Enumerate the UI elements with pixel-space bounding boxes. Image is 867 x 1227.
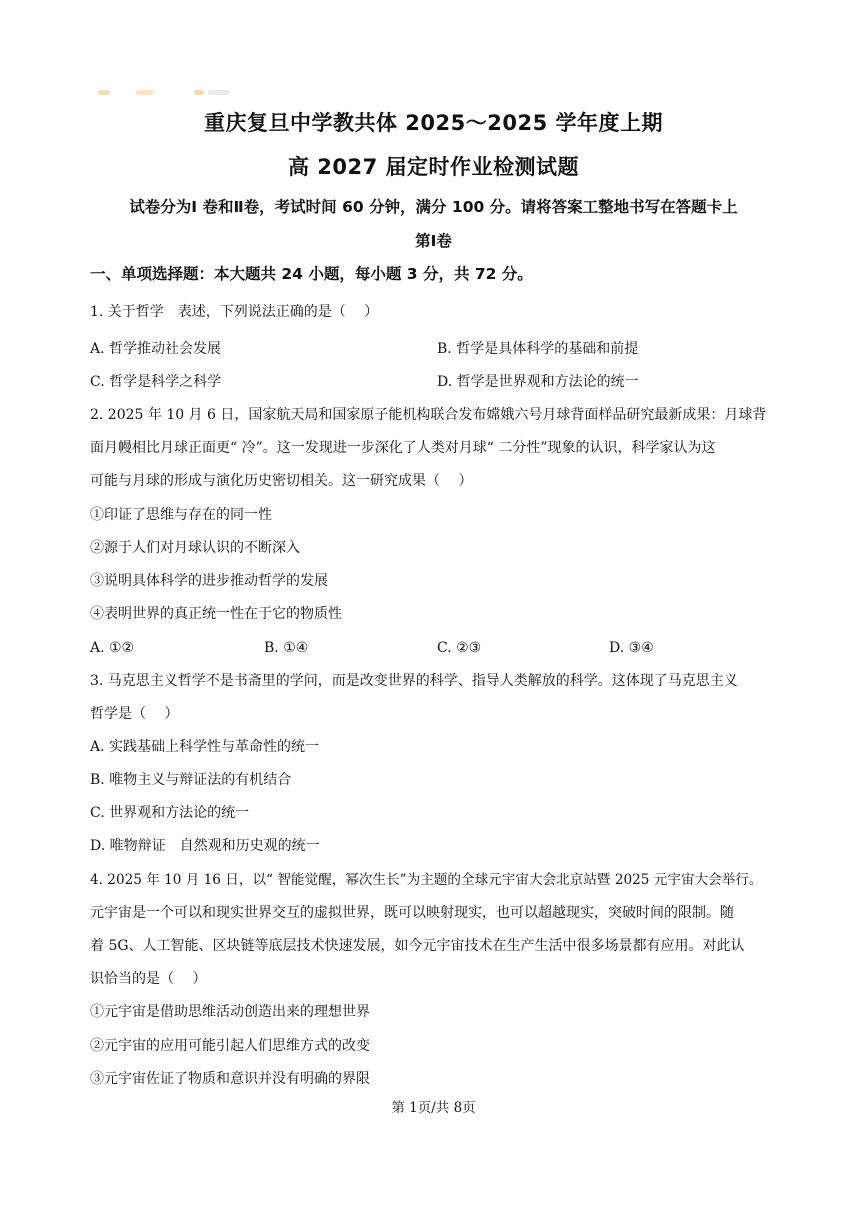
q1-option-c: C. 哲学是科学之科学 bbox=[90, 374, 222, 390]
q4-statement-1: ①元宇宙是借助思维活动创造出来的理想世界 bbox=[90, 1004, 370, 1020]
q1-option-d: D. 哲学是世界观和方法论的统一 bbox=[437, 374, 639, 390]
q1-option-a: A. 哲学推动社会发展 bbox=[90, 341, 222, 357]
q2-statement-4: ④表明世界的真正统一性在于它的物质性 bbox=[90, 606, 342, 622]
q3-option-b: B. 唯物主义与辩证法的有机结合 bbox=[90, 772, 292, 788]
q1-stem: 1. 关于哲学 表述，下列说法正确的是（ ） bbox=[90, 304, 379, 320]
q4-stem-line: 着 5G、人工智能、区块链等底层技术快速发展，如今元宇宙技术在生产生活中很多场景都有应用。对此认 bbox=[90, 938, 745, 954]
volume-heading: 第Ⅰ卷 bbox=[415, 232, 452, 250]
q4-stem-line: 4. 2025 年 10 月 16 日，以“ 智能觉醒，幂次生长”为主题的全球元宇宙大会北京站暨 2025 元宇宙大会举行。 bbox=[90, 872, 763, 888]
q2-stem-line: 面月幔相比月球正面更“ 冷”。这一发现进一步深化了人类对月球“ 二分性”现象的认识，科学家认为这 bbox=[90, 440, 716, 456]
q2-option-c: C. ②③ bbox=[437, 640, 482, 656]
exam-instructions: 试卷分为Ⅰ 卷和Ⅱ卷，考试时间 60 分钟，满分 100 分。请将答案工整地书写在答题卡上 bbox=[129, 198, 738, 216]
logo-smudge bbox=[96, 90, 236, 98]
q4-stem-line: 识恰当的是（ ） bbox=[90, 971, 207, 987]
q2-option-a: A. ①② bbox=[90, 640, 135, 656]
q1-option-b: B. 哲学是具体科学的基础和前提 bbox=[437, 341, 639, 357]
q2-option-d: D. ③④ bbox=[609, 640, 654, 656]
q2-statement-2: ②源于人们对月球认识的不断深入 bbox=[90, 540, 300, 556]
q2-stem-line: 可能与月球的形成与演化历史密切相关。这一研究成果（ ） bbox=[90, 473, 473, 489]
q2-stem-line: 2. 2025 年 10 月 6 日，国家航天局和国家原子能机构联合发布嫦娥六号月球背面样品研究最新成果：月球背 bbox=[90, 407, 767, 423]
q3-option-d: D. 唯物辩证 自然观和历史观的统一 bbox=[90, 838, 320, 854]
q3-option-c: C. 世界观和方法论的统一 bbox=[90, 805, 250, 821]
q4-statement-3: ③元宇宙佐证了物质和意识并没有明确的界限 bbox=[90, 1071, 370, 1087]
q4-statement-2: ②元宇宙的应用可能引起人们思维方式的改变 bbox=[90, 1038, 370, 1054]
exam-title-line1: 重庆复旦中学教共体 2025～2025 学年度上期 bbox=[203, 111, 663, 135]
q2-statement-1: ①印证了思维与存在的同一性 bbox=[90, 507, 272, 523]
q2-statement-3: ③说明具体科学的进步推动哲学的发展 bbox=[90, 573, 328, 589]
q4-stem-line: 元宇宙是一个可以和现实世界交互的虚拟世界，既可以映射现实，也可以超越现实，突破时间的限制。随 bbox=[90, 905, 734, 921]
q3-option-a: A. 实践基础上科学性与革命性的统一 bbox=[90, 739, 320, 755]
section-heading: 一、单项选择题：本大题共 24 小题，每小题 3 分，共 72 分。 bbox=[90, 265, 533, 283]
exam-title-line2: 高 2027 届定时作业检测试题 bbox=[287, 155, 580, 179]
q2-option-b: B. ①④ bbox=[264, 640, 309, 656]
page-footer: 第 1页/共 8页 bbox=[391, 1100, 476, 1116]
q3-stem-line: 3. 马克思主义哲学不是书斋里的学问，而是改变世界的科学、指导人类解放的科学。这体现了马克思主义 bbox=[90, 673, 738, 689]
q3-stem-line: 哲学是（ ） bbox=[90, 706, 179, 722]
